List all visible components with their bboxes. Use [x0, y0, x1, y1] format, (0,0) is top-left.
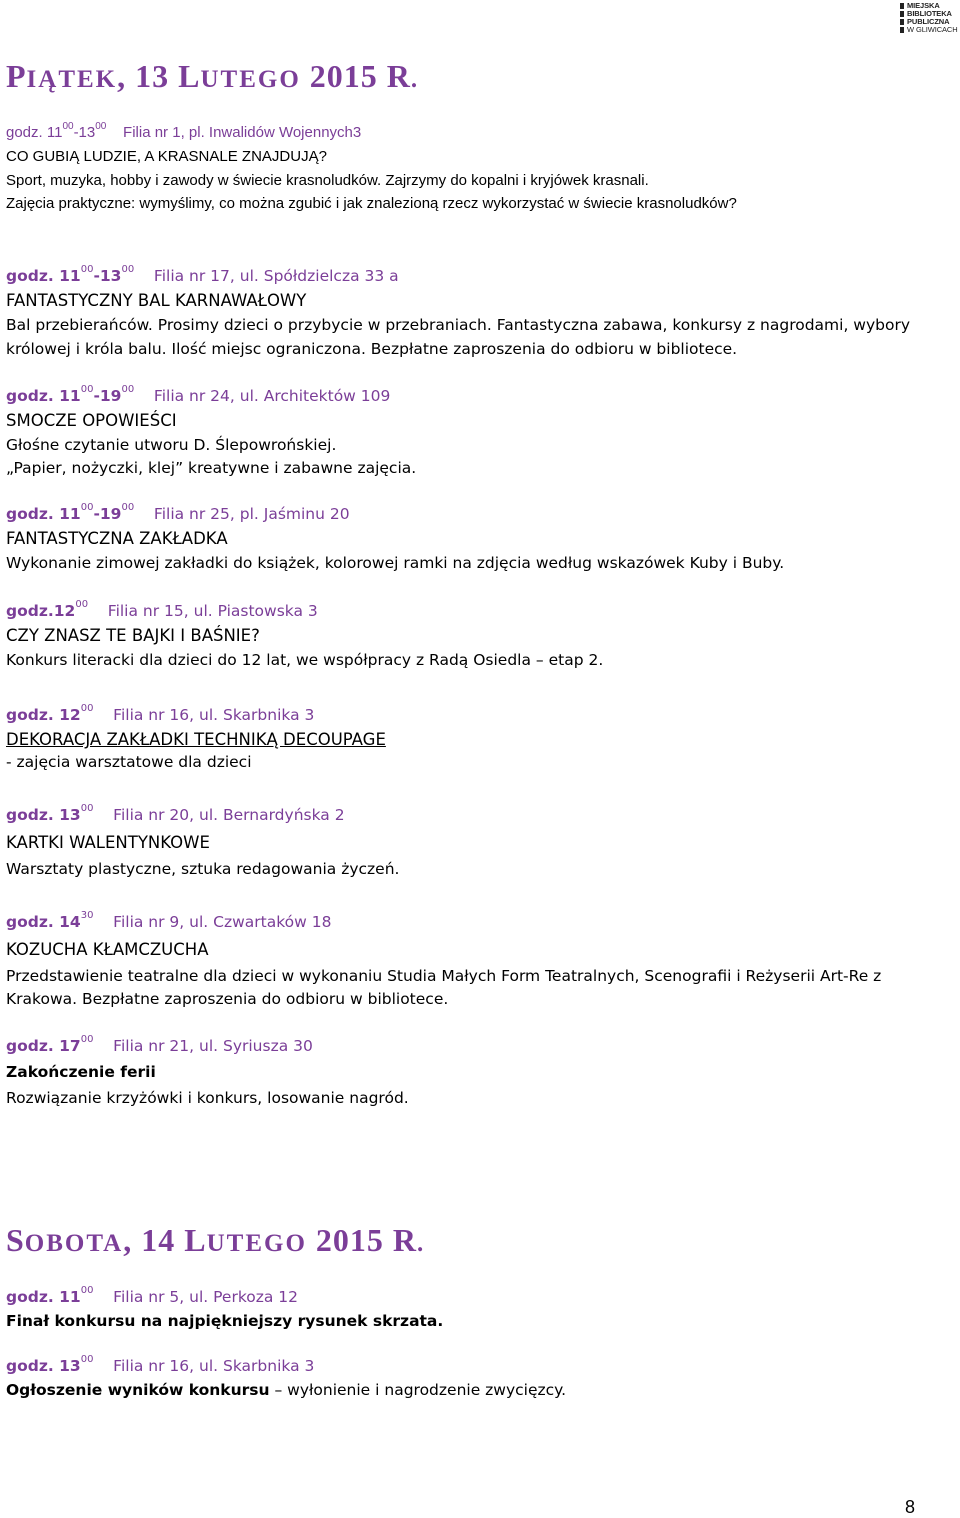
logo-line: BIBLIOTEKA — [907, 9, 952, 18]
event-time-place: godz. $11^{00}$ Filia nr 5, ul. Perkoza 12 — [6, 1285, 299, 1306]
event-title: Finał konkursu na najpiękniejszy rysunek skrzata. — [6, 1312, 444, 1330]
event-title: KARTKI WALENTYNKOWE — [6, 833, 210, 852]
page-number: 8 — [905, 1497, 916, 1517]
logo-mark-icon — [900, 27, 904, 33]
saturday-heading: SOBOTA, 14 LUTEGO 2015 R. — [6, 1222, 426, 1258]
event-desc: Rozwiązanie krzyżówki i konkurs, losowanie nagród. — [6, 1089, 409, 1107]
logo-mark-icon — [900, 19, 904, 25]
event-title-rest: – wyłonienie i nagrodzenie zwycięzcy. — [269, 1381, 567, 1399]
event-time-place: godz. $11^{00}-13^{00}$ Filia nr 1, pl. Inwalidów Wojennych3 — [6, 121, 362, 141]
event-desc: królowej i króla balu. Ilość miejsc ograniczona. Bezpłatne zaproszenia do odbioru w bibliotece. — [6, 340, 738, 358]
event-title: DEKORACJA ZAKŁADKI TECHNIKĄ DECOUPAGE — [6, 730, 386, 749]
event-desc: Sport, muzyka, hobby i zawody w świecie krasnoludków. Zajrzymy do kopalni i kryjówek krasnali. — [6, 172, 649, 189]
event-time-place: godz. $14^{30}$ Filia nr 9, ul. Czwartaków 18 — [6, 910, 332, 931]
event-desc: Głośne czytanie utworu D. Ślepowrońskiej. — [6, 436, 337, 454]
logo-line: PUBLICZNA — [907, 17, 950, 26]
logo-mark-icon — [900, 3, 904, 9]
event-time-place: $godz.12^{00}$ Filia nr 15, ul. Piastowska 3 — [6, 599, 318, 620]
event-time-place: godz. $11^{00}-13^{00}$ Filia nr 17, ul. Spółdzielcza 33 a — [6, 264, 399, 285]
event-title: CZY ZNASZ TE BAJKI I BAŚNIE? — [6, 626, 260, 645]
event-title: KOZUCHA KŁAMCZUCHA — [6, 940, 209, 959]
event-time-place: godz. $11^{00}-19^{00}$ Filia nr 24, ul. Architektów 109 — [6, 384, 391, 405]
event-desc: - zajęcia warsztatowe dla dzieci — [6, 753, 252, 771]
event-desc: Zajęcia praktyczne: wymyślimy, co można zgubić i jak znalezioną rzecz wykorzystać w świecie krasnoludków? — [6, 195, 737, 212]
event-title-bold: Ogłoszenie wyników konkursu — [6, 1381, 270, 1399]
event-desc: Krakowa. Bezpłatne zaproszenia do odbioru w bibliotece. — [6, 990, 449, 1008]
event-title — [6, 1381, 566, 1399]
event-time-place: godz. $11^{00}-19^{00}$ Filia nr 25, pl. Jaśminu 20 — [6, 502, 350, 523]
event-title: SMOCZE OPOWIEŚCI — [6, 411, 177, 430]
friday-heading: PIĄTEK, 13 LUTEGO 2015 R. — [6, 58, 420, 94]
event-desc: Konkurs literacki dla dzieci do 12 lat, we współpracy z Radą Osiedla – etap 2. — [6, 651, 604, 669]
logo-mark-icon — [900, 11, 904, 17]
event-time-place: godz. $17^{00}$ Filia nr 21, ul. Syriusza 30 — [6, 1034, 313, 1055]
event-title: FANTASTYCZNA ZAKŁADKA — [6, 529, 228, 548]
event-desc: Przedstawienie teatralne dla dzieci w wykonaniu Studia Małych Form Teatralnych, Scenografii i Reżyserii Art-Re z — [6, 967, 882, 985]
event-time-place: godz. $13^{00}$ Filia nr 16, ul. Skarbnika 3 — [6, 1354, 315, 1375]
event-time-place: godz. $12^{00}$ Filia nr 16, ul. Skarbnika 3 — [6, 703, 315, 724]
event-desc: Warsztaty plastyczne, sztuka redagowania życzeń. — [6, 860, 400, 878]
library-logo — [900, 2, 960, 34]
logo-line: MIEJSKA — [907, 1, 940, 10]
logo-line: W GLIWICACH — [907, 25, 958, 34]
event-time-place: godz. $13^{00}$ Filia nr 20, ul. Bernardyńska 2 — [6, 803, 345, 824]
event-title: FANTASTYCZNY BAL KARNAWAŁOWY — [6, 291, 307, 310]
event-title: Zakończenie ferii — [6, 1063, 156, 1081]
event-desc: Wykonanie zimowej zakładki do książek, kolorowej ramki na zdjęcia według wskazówek Kuby i Buby. — [6, 554, 785, 572]
event-title: CO GUBIĄ LUDZIE, A KRASNALE ZNAJDUJĄ? — [6, 148, 327, 165]
event-desc: Bal przebierańców. Prosimy dzieci o przybycie w przebraniach. Fantastyczna zabawa, konkursy z nagrodami, wybory — [6, 316, 911, 334]
event-desc: „Papier, nożyczki, klej” kreatywne i zabawne zajęcia. — [6, 459, 417, 477]
